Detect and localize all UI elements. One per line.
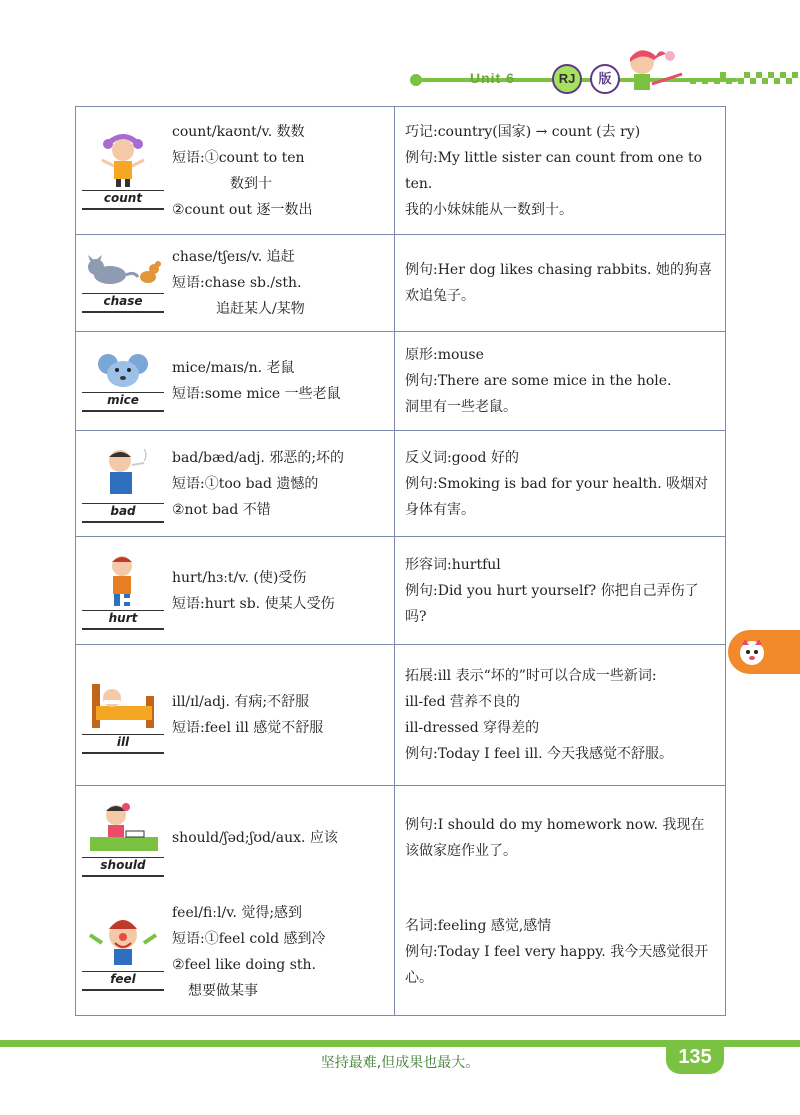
example-sentence: 例句:Did you hurt yourself? 你把自己弄伤了吗? (405, 582, 699, 625)
table-row (76, 786, 726, 890)
phrase-line: ②count out 逐一数出 (172, 201, 313, 218)
table-row (76, 107, 726, 235)
phrase-line: 短语:①too bad 遗憾的 (172, 475, 319, 492)
mouse-icon (82, 350, 164, 390)
illustration-caption: chase (82, 293, 164, 313)
word-entry: mice/maɪs/n. 老鼠 (172, 360, 295, 376)
illustration-caption: feel (82, 971, 164, 991)
note-cell (395, 786, 726, 890)
word-illustration (82, 132, 164, 210)
phrase-meaning: 数到十 (230, 175, 272, 192)
note-cell (395, 332, 726, 431)
phrase-line: 短语:chase sb./sth. (172, 275, 302, 291)
fox-mascot-icon (737, 637, 767, 667)
word-entry: feel/fiːl/v. 觉得;感到 (172, 905, 303, 922)
word-illustration (82, 799, 164, 877)
page-number: 135 (666, 1040, 724, 1074)
note-cell (395, 235, 726, 332)
unit-label: Unit 6 (470, 70, 515, 86)
phrase-line: ②not bad 不错 (172, 501, 271, 518)
word-entry: should/ʃəd;ʃʊd/aux. 应该 (172, 829, 338, 846)
adjective-form: 形容词:hurtful (405, 556, 501, 573)
happy-clown-icon (82, 913, 164, 969)
phrase-line: 短语:feel ill 感觉不舒服 (172, 720, 324, 736)
noun-form: 名词:feeling 感觉,感情 (405, 918, 552, 935)
antonym: 反义词:good 好的 (405, 449, 519, 466)
note-cell (395, 107, 726, 235)
word-cell (76, 890, 395, 1016)
word-illustration (82, 350, 164, 412)
word-illustration (82, 253, 164, 313)
compound-word: ill-dressed 穿得差的 (405, 720, 540, 736)
word-illustration (82, 445, 164, 523)
word-illustration (82, 676, 164, 754)
example-sentence: 例句:Her dog likes chasing rabbits. 她的狗喜欢追兔子。 (405, 262, 712, 304)
page-header (0, 0, 800, 100)
compound-word: ill-fed 营养不良的 (405, 694, 521, 710)
word-cell (76, 537, 395, 645)
example-sentence: 例句:Today I feel ill. 今天我感觉不舒服。 (405, 746, 674, 762)
table-row (76, 890, 726, 1016)
example-sentence: 例句:My little sister can count from one to ten. (405, 149, 703, 192)
word-entry: count/kaʊnt/v. 数数 (172, 123, 305, 140)
example-sentence: 例句:I should do my homework now. 我现在该做家庭作业了。 (405, 816, 705, 859)
example-translation: 洞里有一些老鼠。 (405, 399, 517, 415)
word-entry: bad/bæd/adj. 邪恶的;坏的 (172, 449, 345, 466)
illustration-caption: count (82, 190, 164, 210)
phrase-line: 短语:①count to ten (172, 149, 305, 166)
cat-chasing-mouse-icon (82, 253, 164, 291)
example-sentence: 例句:There are some mice in the hole. (405, 373, 672, 389)
rj-badge: RJ (552, 64, 582, 94)
mascot-girl-icon (612, 44, 692, 100)
table-row (76, 235, 726, 332)
word-entry: chase/tʃeɪs/v. 追赶 (172, 249, 295, 265)
boy-smoking-icon (82, 445, 164, 501)
word-cell (76, 107, 395, 235)
word-entry: ill/ɪl/adj. 有病;不舒服 (172, 694, 310, 710)
word-illustration (82, 913, 164, 991)
note-cell (395, 537, 726, 645)
illustration-caption: mice (82, 392, 164, 412)
word-cell (76, 431, 395, 537)
word-illustration (82, 552, 164, 630)
note-cell (395, 890, 726, 1016)
edition-badge: 版 (590, 64, 620, 94)
girl-doing-homework-icon (82, 799, 164, 855)
note-cell (395, 431, 726, 537)
extension-note: 拓展:ill 表示“坏的”时可以合成一些新词: (405, 668, 657, 684)
note-cell (395, 645, 726, 786)
phrase-line: ②feel like doing sth. (172, 957, 316, 974)
illustration-caption: should (82, 857, 164, 877)
phrase-line: 短语:some mice 一些老鼠 (172, 386, 341, 402)
illustration-caption: hurt (82, 610, 164, 630)
phrase-line: 短语:hurt sb. 使某人受伤 (172, 595, 335, 612)
example-sentence: 例句:Smoking is bad for your health. 吸烟对身体有害。 (405, 475, 709, 518)
illustration-caption: bad (82, 503, 164, 523)
vocabulary-table (75, 106, 726, 1016)
hurt-boy-icon (82, 552, 164, 608)
sick-in-bed-icon (82, 676, 164, 732)
illustration-caption: ill (82, 734, 164, 754)
word-cell (76, 645, 395, 786)
checker-pattern (690, 70, 800, 90)
table-row (76, 332, 726, 431)
footer-motto: 坚持最难,但成果也最大。 (320, 1055, 480, 1071)
table-row (76, 645, 726, 786)
phrase-meaning: 追赶某人/某物 (216, 301, 305, 317)
table-row (76, 537, 726, 645)
phrase-line: 短语:①feel cold 感到冷 (172, 931, 326, 948)
example-translation: 我的小妹妹能从一数到十。 (405, 201, 573, 218)
girl-counting-icon (82, 132, 164, 188)
word-cell (76, 235, 395, 332)
phrase-meaning: 想要做某事 (188, 983, 258, 1000)
word-entry: hurt/hɜːt/v. (使)受伤 (172, 569, 307, 586)
table-row (76, 431, 726, 537)
base-form: 原形:mouse (405, 347, 484, 363)
example-sentence: 例句:Today I feel very happy. 我今天感觉很开心。 (405, 944, 709, 987)
word-cell (76, 786, 395, 890)
word-cell (76, 332, 395, 431)
memory-tip: 巧记:country(国家) → count (去 ry) (405, 123, 641, 140)
